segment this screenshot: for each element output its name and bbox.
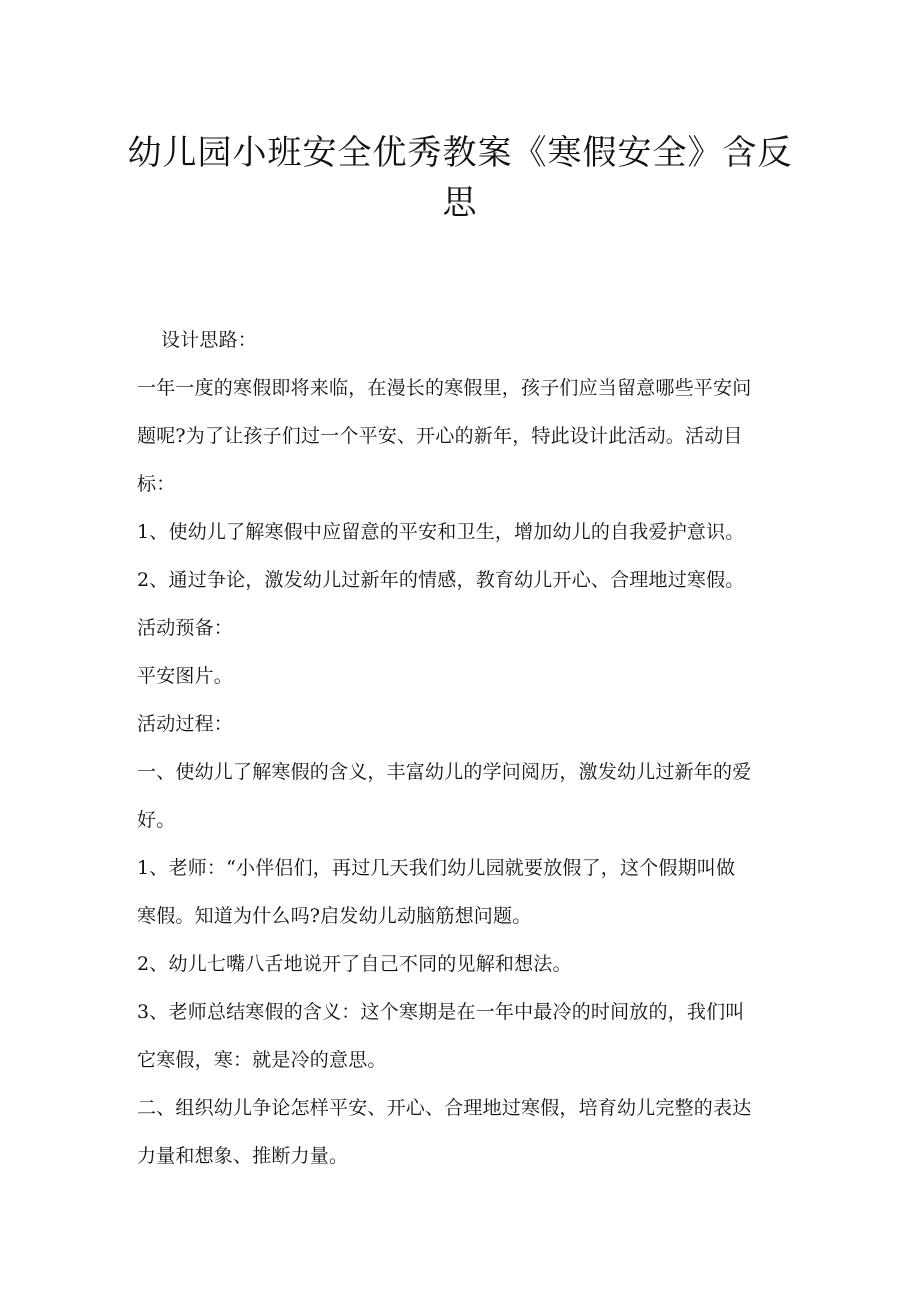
goal-item-1: 1、使幼儿了解寒假中应留意的平安和卫生，增加幼儿的自我爱护意识。 (137, 521, 745, 543)
section-heading-design: 设计思路： (161, 329, 258, 351)
paragraph-line: 寒假。知道为什么吗?启发幼儿动脑筋想问题。 (137, 905, 532, 927)
goal-item-2: 2、通过争论，激发幼儿过新年的情感，教育幼儿开心、合理地过寒假。 (137, 569, 745, 591)
preparation-item: 平安图片。 (137, 665, 234, 687)
paragraph-line: 题呢?为了让孩子们过一个平安、开心的新年，特此设计此活动。活动目 (137, 425, 743, 447)
document-title (120, 128, 800, 228)
section-heading-preparation: 活动预备： (137, 617, 234, 639)
section-heading-process: 活动过程： (137, 713, 234, 735)
process-step-2: 二、组织幼儿争论怎样平安、开心、合理地过寒假，培育幼儿完整的表达 (137, 1097, 752, 1119)
paragraph-line: 它寒假，寒：就是冷的意思。 (137, 1049, 387, 1071)
paragraph-line: 好。 (137, 809, 176, 831)
paragraph-line: 标： (137, 473, 176, 495)
process-substep-2: 2、幼儿七嘴八舌地说开了自己不同的见解和想法。 (137, 953, 572, 975)
title-line-2: 思 (442, 183, 478, 223)
process-substep-3: 3、老师总结寒假的含义：这个寒期是在一年中最冷的时间放的，我们叫 (137, 1001, 745, 1023)
process-step-1: 一、使幼儿了解寒假的含义，丰富幼儿的学问阅历，激发幼儿过新年的爱 (137, 761, 752, 783)
process-substep-1: 1、老师：“小伴侣们，再过几天我们幼儿园就要放假了，这个假期叫做 (137, 857, 736, 879)
paragraph-line: 一年一度的寒假即将来临，在漫长的寒假里，孩子们应当留意哪些平安问 (137, 377, 752, 399)
title-line-1: 幼儿园小班安全优秀教案《寒假安全》含反 (127, 133, 793, 173)
paragraph-line: 力量和想象、推断力量。 (137, 1145, 349, 1167)
document-body (137, 316, 787, 1180)
